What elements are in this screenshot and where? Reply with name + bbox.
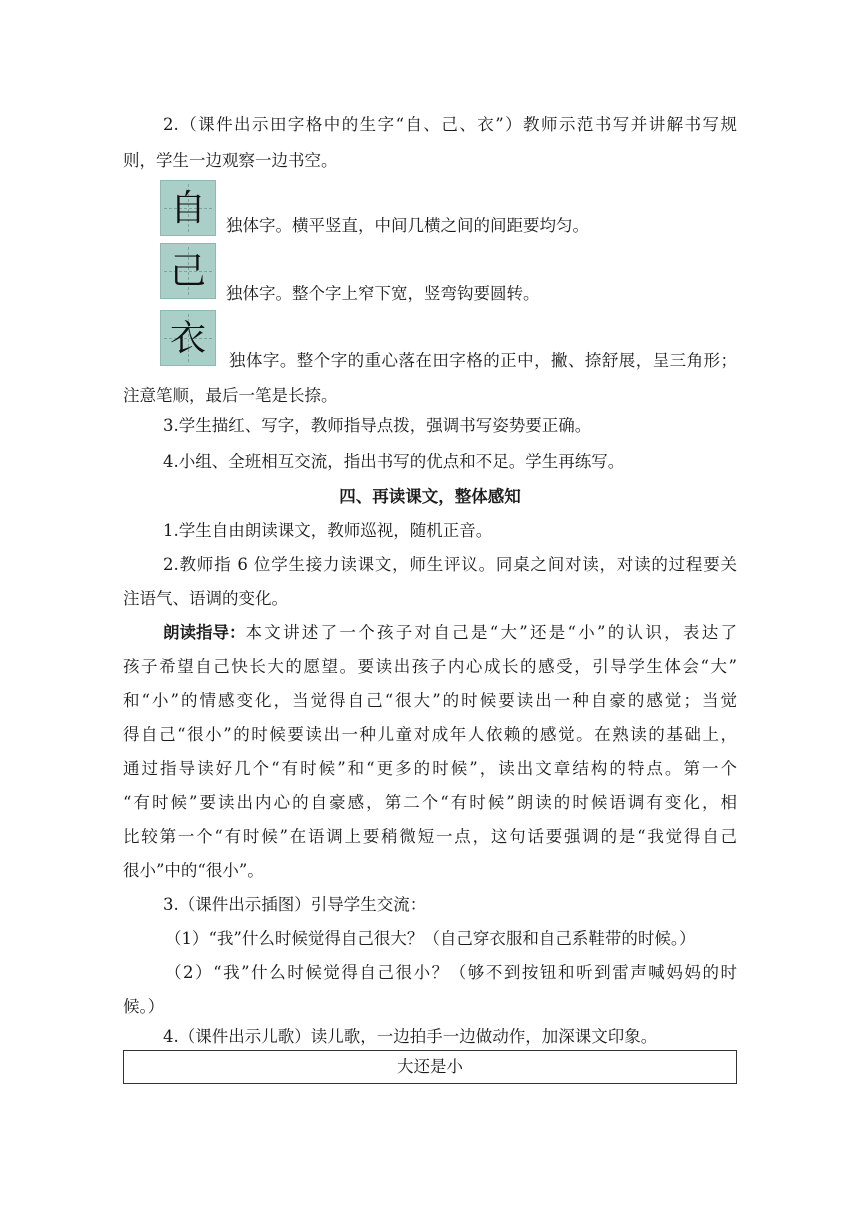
reading-guide-line-7: 比较第一个“有时候”在语调上要稍微短一点，这句话要强调的是“我觉得自己 <box>123 827 737 846</box>
step-1: 1.学生自由朗读课文，教师巡视，随机正音。 <box>163 521 493 540</box>
step-3-question-1: （1）“我”什么时候觉得自己很大？（自己穿衣服和自己系鞋带的时候。） <box>165 929 696 948</box>
reading-guide-line-4: 得自己“很小”的时候要读出一种儿童对成年人依赖的感觉。在熟读的基础上， <box>123 725 737 744</box>
poem-title: 大还是小 <box>397 1057 463 1076</box>
step-4: 4.（课件出示儿歌）读儿歌，一边拍手一边做动作，加深课文印象。 <box>163 1027 658 1046</box>
reading-guide-text: 本文讲述了一个孩子对自己是“大”还是“小”的认识，表达了 <box>245 623 737 642</box>
char-note-zi: 独体字。横平竖直，中间几横之间的间距要均匀。 <box>226 216 589 235</box>
reading-guide-line-2: 孩子希望自己快长大的愿望。要读出孩子内心成长的感受，引导学生体会“大” <box>123 657 737 676</box>
reading-guide-line-3: 和“小”的情感变化，当觉得自己“很大”的时候要读出一种自豪的感觉；当觉 <box>123 691 737 710</box>
poem-title-box <box>123 1050 737 1084</box>
reading-guide-line-1 <box>163 621 737 645</box>
paragraph-2-line-2: 则，学生一边观察一边书空。 <box>123 151 338 170</box>
tianzige-grid-ji: 己 <box>160 243 216 299</box>
step-3-question-2: （2）“我”什么时候觉得自己很小？（够不到按钮和听到雷声喊妈妈的时 <box>165 963 737 982</box>
tianzige-grid-yi: 衣 <box>160 310 216 366</box>
paragraph-4: 4.小组、全班相互交流，指出书写的优点和不足。学生再练写。 <box>163 452 625 471</box>
step-2-line-2: 注语气、语调的变化。 <box>123 589 288 608</box>
section-heading: 四、再读课文，整体感知 <box>339 487 521 506</box>
tianzige-grid-zi: 自 <box>160 180 216 236</box>
step-3-intro: 3.（课件出示插图）引导学生交流： <box>163 895 427 914</box>
reading-guide-label: 朗读指导： <box>163 623 246 642</box>
paragraph-3: 3.学生描红、写字，教师指导点拨，强调书写姿势要正确。 <box>163 416 592 435</box>
char-note-yi: 独体字。整个字的重心落在田字格的正中，撇、捺舒展，呈三角形； <box>229 351 737 370</box>
reading-guide-line-6: “有时候”要读出内心的自豪感，第二个“有时候”朗读的时候语调有变化，相 <box>123 793 737 812</box>
reading-guide-line-5: 通过指导读好几个“有时候”和“更多的时候”，读出文章结构的特点。第一个 <box>123 759 737 778</box>
step-2-line-1: 2.教师指 6 位学生接力读课文，师生评议。同桌之间对读，对读的过程要关 <box>163 555 737 574</box>
char-note-ji: 独体字。整个字上窄下宽，竖弯钩要圆转。 <box>226 284 540 303</box>
char-note-yi-cont: 注意笔顺，最后一笔是长捺。 <box>123 386 338 405</box>
paragraph-2-line-1: 2.（课件出示田字格中的生字“自、己、衣”）教师示范书写并讲解书写规 <box>163 115 737 134</box>
reading-guide-line-8: 很小”中的“很小”。 <box>123 861 264 880</box>
step-3-question-2-cont: 候。） <box>123 997 165 1016</box>
